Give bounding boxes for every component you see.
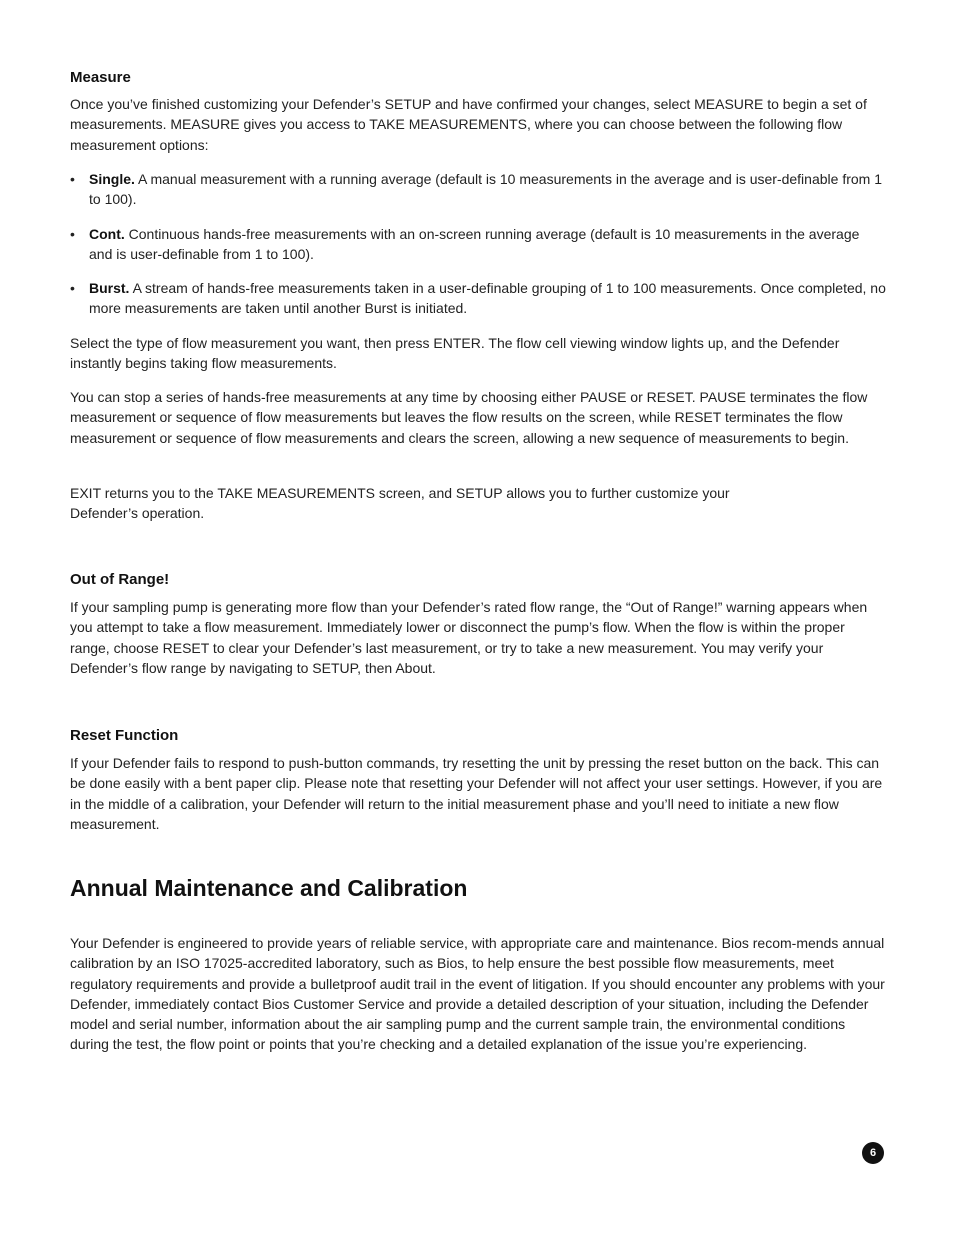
bullet-icon: • [70,171,75,187]
measure-heading: Measure [70,69,131,86]
page-number-badge: 6 [862,1142,884,1164]
bullet-icon: • [70,280,75,297]
maintenance-heading: Annual Maintenance and Calibration [70,875,468,901]
option-term: Burst. [89,280,130,297]
maintenance-body: Your Defender is engineered to provide years of reliable service, with appropriate care and maintenance. Bios recom-mends annual calibration by an ISO 17025-accredited laboratory, such as Bios, to help ensure the best possible flow measurements, meet regulatory requirements and provide a bulletproof audit trail in the event of litigation. If you should encounter any problems with your Defender, immediately contact Bios Customer Service and provide a detailed description of your situation, including the Defender model and serial number, information about the air sampling pump and the current sample train, the environmental conditions during the test, the flow point or points that you’re checking and a detailed explanation of the issue you’re experiencing. [70,935,885,1053]
bullet-icon: • [70,225,75,242]
list-item [70,278,886,319]
out-of-range-body: If your sampling pump is generating more flow than your Defender’s rated flow range, the “Out of Range!” warning appears when you attempt to take a flow measurement. Immediately lower or disconnect the pump’s flow. When the flow is within the proper range, choose RESET to clear your Defender’s last measurement, or try to take a new measurement. You may verify your Defender’s flow range by navigating to SETUP, then About. [70,599,868,676]
measure-select-paragraph: Select the type of flow measurement you want, then press ENTER. The flow cell viewing window lights up, and the Defender instantly begins taking flow measurements. [70,335,840,372]
list-item [70,224,886,265]
measure-stop-paragraph: You can stop a series of hands-free measurements at any time by choosing either PAUSE or RESET. PAUSE terminates the flow measurement or sequence of flow measurements but leaves the flow results on the screen, while RESET terminates the flow measurement or sequence of flow measurements and clears the screen, allowing a new sequence of measurements to begin. [70,389,868,446]
reset-function-body: If your Defender fails to respond to push-button commands, try resetting the unit by pressing the reset button on the back. This can be done easily with a bent paper clip. Please note that resetting your Defender will not affect your user settings. However, if you are in the middle of a calibration, your Defender will return to the initial measurement phase and you’ll need to initiate a new flow measurement. [70,755,883,832]
option-text: A stream of hands-free measurements taken in a user-definable grouping of 1 to 100 measurements. Once completed, no more measurements are taken until another Burst is initiated. [89,280,886,317]
option-text: A manual measurement with a running average (default is 10 measurements in the average and is user-definable from 1 to 100). [89,171,882,208]
measure-intro: Once you’ve finished customizing your Defender’s SETUP and have confirmed your changes, select MEASURE to begin a set of measurements. MEASURE gives you access to TAKE MEASUREMENTS, where you can choose between the following flow measurement options: [70,96,867,153]
option-term: Cont. [89,225,125,242]
option-text: Continuous hands-free measurements with an on-screen running average (default is 10 measurements in the average and is user-definable from 1 to 100). [89,225,860,262]
measure-options-list [70,169,886,333]
option-term: Single. [89,171,135,187]
list-item [70,169,886,210]
out-of-range-heading: Out of Range! [70,571,170,588]
measure-exit-paragraph: EXIT returns you to the TAKE MEASUREMENTS screen, and SETUP allows you to further customize your Defender’s operation. [70,485,730,522]
reset-function-heading: Reset Function [70,727,179,744]
